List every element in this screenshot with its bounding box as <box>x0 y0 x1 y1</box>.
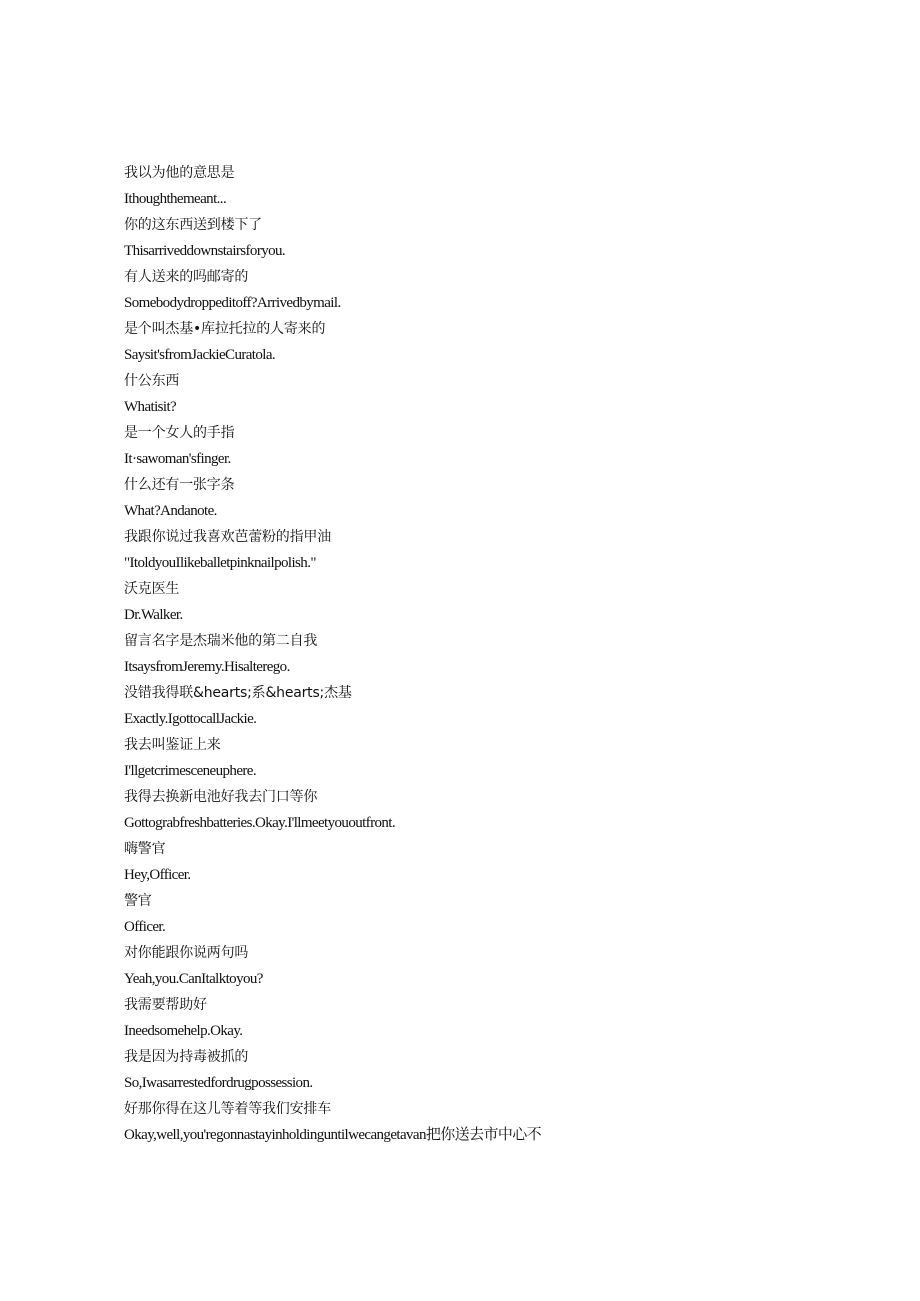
transcript-line-zh: 我去叫鉴证上来 <box>124 737 221 753</box>
transcript-line-en: Dr.Walker. <box>124 607 183 623</box>
transcript-line-en: Hey,Officer. <box>124 867 191 883</box>
transcript-line-en: Exactly.IgottocallJackie. <box>124 711 257 727</box>
transcript-line-zh: 我跟你说过我喜欢芭蕾粉的指甲油 <box>124 529 331 545</box>
transcript-line-zh: 嗨警官 <box>124 841 166 857</box>
transcript-line-zh: 什公东西 <box>124 373 180 389</box>
transcript-line-en: "ItoldyouIlikeballetpinknailpolish." <box>124 555 316 571</box>
transcript-line-en: I'llgetcrimesceneuphere. <box>124 763 256 779</box>
transcript-line-zh: 我得去换新电池好我去门口等你 <box>124 789 318 805</box>
transcript-line-zh: 留言名字是杰瑞米他的第二自我 <box>124 633 318 649</box>
transcript-line-zh: 有人送来的吗邮寄的 <box>124 269 249 285</box>
transcript-line-en: Saysit'sfromJackieCuratola. <box>124 347 276 363</box>
transcript-line-en: Ineedsomehelp.Okay. <box>124 1023 243 1039</box>
transcript-line-en: Thisarriveddownstairsforyou. <box>124 243 286 259</box>
transcript-line-zh: 沃克医生 <box>124 581 180 597</box>
transcript-lines <box>124 160 884 1148</box>
transcript-line-zh: 警官 <box>124 893 152 909</box>
transcript-line-en: Yeah,you.CanItalktoyou? <box>124 971 263 987</box>
transcript-line-en: Gottograbfreshbatteries.Okay.I'llmeetyououtfront. <box>124 815 395 831</box>
transcript-line-zh: 我需要帮助好 <box>124 997 207 1013</box>
transcript-line-en: So,Iwasarrestedfordrugpossession. <box>124 1075 313 1091</box>
transcript-line-zh: 我以为他的意思是 <box>124 165 235 181</box>
transcript-line-zh: 我是因为持毒被抓的 <box>124 1049 249 1065</box>
transcript-line-zh: 没错我得联&hearts;系&hearts;杰基 <box>124 685 352 701</box>
transcript-line-zh: 好那你得在这儿等着等我们安排车 <box>124 1101 331 1117</box>
transcript-line-zh: 是一个女人的手指 <box>124 425 235 441</box>
transcript-line-zh: 什么还有一张字条 <box>124 477 235 493</box>
transcript-line-en: Okay,well,you'regonnastayinholdinguntilwecangetavan把你送去市中心不 <box>124 1127 542 1143</box>
transcript-line-zh: 对你能跟你说两句吗 <box>124 945 249 961</box>
transcript-line-en: Ithoughthemeant... <box>124 191 227 207</box>
transcript-line-en: ItsaysfromJeremy.Hisalterego. <box>124 659 290 675</box>
transcript-line-zh: 你的这东西送到楼下了 <box>124 217 262 233</box>
transcript-line-en: Somebodydroppeditoff?Arrivedbymail. <box>124 295 341 311</box>
transcript-line-en: What?Andanote. <box>124 503 217 519</box>
transcript-line-en: Whatisit? <box>124 399 177 415</box>
transcript-line-zh: 是个叫杰基•库拉托拉的人寄来的 <box>124 321 326 337</box>
transcript-line-en: Officer. <box>124 919 166 935</box>
transcript-line-en: It·sawoman'sfinger. <box>124 451 231 467</box>
